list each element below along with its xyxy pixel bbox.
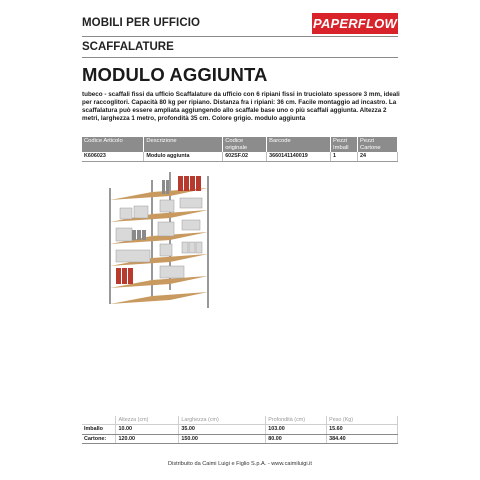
divider-mid	[82, 57, 398, 58]
page-title: MODULO AGGIUNTA	[82, 64, 268, 85]
product-image	[104, 170, 220, 310]
col-altezza: Altezza (cm)	[116, 416, 179, 425]
cell-row-label: Imballo	[82, 425, 116, 435]
table-row	[82, 434, 398, 444]
cell-altezza: 120.00	[116, 434, 179, 444]
cell-peso: 384.40	[327, 434, 398, 444]
cell-descrizione: Modulo aggiunta	[144, 152, 223, 161]
cell-barcode: 3660141140019	[267, 152, 331, 161]
cell-profondita: 103.00	[266, 425, 327, 435]
col-pezzi-imball: Pezzi Imball	[331, 137, 358, 152]
cell-pezzi-imball: 1	[331, 152, 358, 161]
product-table-header	[82, 137, 398, 152]
col-codice-originale: Codice originale	[223, 137, 267, 152]
subcategory-label: SCAFFALATURE	[82, 41, 174, 53]
dimensions-table-header	[82, 416, 398, 425]
col-larghezza: Larghezza (cm)	[179, 416, 266, 425]
brand-logo	[312, 13, 398, 34]
cell-codice-originale: 602SF.02	[223, 152, 267, 161]
table-row	[82, 152, 398, 161]
cell-pezzi-cartone: 24	[358, 152, 398, 161]
brand-logo-text: PAPERFLOW	[313, 16, 397, 31]
col-label	[82, 416, 116, 425]
col-pezzi-cartone: Pezzi Cartone	[358, 137, 398, 152]
product-description: tubeco - scaffali fissi da ufficio Scaffalature da ufficio con 6 ripiani fissi in truciolato spessore 3 mm, ideali per raccoglitori. Capacità 80 kg per ripiano. Distanza fra i ripiani: 36 cm. Facile montaggio ad incastro. La scaffalatura può essere ampliata aggiungendo allo scaffale base uno o più scaffali aggiunta. Altezza 2 metri, larghezza 1 metro, profondità 35 cm. Colore grigio. modulo aggiunta	[82, 91, 400, 123]
cell-peso: 15.60	[327, 425, 398, 435]
footer-text: Distribuito da Caimi Luigi e Figlio S.p.A. - www.caimiluigi.it	[168, 461, 312, 467]
category-label: MOBILI PER UFFICIO	[82, 17, 201, 29]
dimensions-table	[82, 416, 398, 444]
col-descrizione: Descrizione	[144, 137, 223, 152]
col-profondita: Profondità (cm)	[266, 416, 327, 425]
col-codice-articolo: Codice Articolo	[82, 137, 144, 152]
cell-larghezza: 35.00	[179, 425, 266, 435]
col-peso: Peso (Kg)	[327, 416, 398, 425]
cell-row-label: Cartone:	[82, 434, 116, 444]
cell-larghezza: 150.00	[179, 434, 266, 444]
cell-codice-articolo: K606023	[82, 152, 144, 161]
col-barcode: Barcode	[267, 137, 331, 152]
product-table	[82, 137, 398, 162]
divider-top	[82, 36, 398, 37]
cell-altezza: 10.00	[116, 425, 179, 435]
table-row	[82, 425, 398, 435]
cell-profondita: 80.00	[266, 434, 327, 444]
